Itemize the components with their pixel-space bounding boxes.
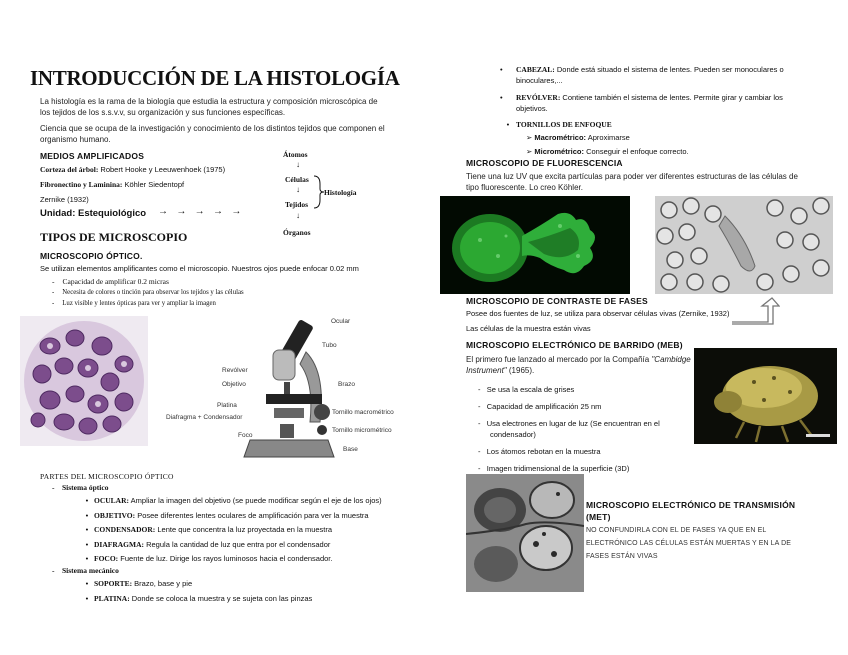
medios-row-2-label: Fibronectino y Laminina: <box>40 180 123 189</box>
optico-bullet: - Necesita de colores o tinción para observar los tejidos y las células <box>52 289 244 296</box>
list-item: • CONDENSADOR: Lente que concentra la luz proyectada en la muestra <box>85 525 333 534</box>
label-diafragma: Diafragma + Condensador <box>166 414 243 421</box>
phase-contrast-image <box>655 196 833 294</box>
right-top-list <box>500 64 808 157</box>
label-tornillo-macro: Tornillo macrométrico <box>332 409 394 416</box>
fluorescence-image <box>440 196 630 294</box>
list-item: • REVÓLVER: Contiene también el sistema de lentes. Permite girar y cambiar los objetivos. <box>500 93 783 113</box>
list-item: - Los átomos rebotan en la muestra <box>478 447 601 456</box>
blood-smear-image <box>20 316 148 446</box>
tem-image <box>466 474 584 592</box>
partes-heading: PARTES DEL MICROSCOPIO ÓPTICO <box>40 472 174 481</box>
optico-heading: MICROSCOPIO ÓPTICO. <box>40 251 143 261</box>
label-foco: Foco <box>238 432 253 439</box>
hierarchy-arrow-1: ↓ <box>296 160 300 169</box>
hierarchy-arrow-2: ↓ <box>296 185 300 194</box>
contraste-heading: MICROSCOPIO DE CONTRASTE DE FASES <box>466 296 648 306</box>
hierarchy-bracket-label: Histología <box>324 188 357 197</box>
list-item: • DIAFRAGMA: Regula la cantidad de luz que entra por el condensador <box>85 539 331 549</box>
tornillo-macro-item: ➢ Macrométrico: Aproximarse <box>526 133 630 142</box>
medios-row-1-value: Robert Hooke y Leeuwenhoek (1975) <box>100 165 226 174</box>
label-platina: Platina <box>217 402 237 409</box>
list-item: - Imagen tridimensional de la superficie (3D) <box>478 464 630 473</box>
label-tornillo-micro: Tornillo micrométrico <box>332 427 392 434</box>
tipos-heading: TIPOS DE MICROSCOPIO <box>40 230 188 244</box>
tornillo-micro-item: ➢ Micrométrico: Conseguir el enfoque correcto. <box>526 147 689 156</box>
contraste-text-1: Posee dos fuentes de luz, se utiliza para observar células vivas (Zernike, 1932) <box>466 309 730 318</box>
page-title: INTRODUCCIÓN DE LA HISTOLOGÍA <box>30 66 400 90</box>
sistema-optico-label: - Sistema óptico <box>52 483 109 492</box>
list-item: • CABEZAL: Donde está situado el sistema de lentes. Pueden ser monoculares o binoculares,... <box>500 65 784 85</box>
optico-text: Se utilizan elementos amplificantes como el microscopio. Nuestros ojos puede enfocar 0.02 mm <box>40 264 359 273</box>
barrido-text: El primero fue lanzado al mercado por la Compañía "Cambidge Instrument" (1965). <box>466 355 691 375</box>
medios-row-1-label: Corteza del árbol: <box>40 165 99 174</box>
barrido-heading: MICROSCOPIO ELECTRÓNICO DE BARRIDO (MEB) <box>466 340 683 350</box>
barrido-list <box>478 384 692 474</box>
list-item: - Capacidad de amplificación 25 nm <box>478 402 602 411</box>
list-item: • FOCO: Fuente de luz. Dirige los rayos luminosos hacia el condensador. <box>85 554 333 563</box>
medios-row-2 <box>40 180 184 190</box>
label-objetivo: Objetivo <box>222 381 246 388</box>
sistema-mecanico-list <box>80 577 312 606</box>
optico-bullets <box>52 276 244 309</box>
intro-paragraph-2: Ciencia que se ocupa de la investigación y conocimiento de los distintos tejidos que componen el organismo humano. <box>40 124 385 144</box>
label-base: Base <box>343 446 358 453</box>
sistema-optico-list <box>80 494 382 567</box>
medios-heading: MEDIOS AMPLIFICADOS <box>40 151 145 161</box>
tornillos-heading: • TORNILLOS DE ENFOQUE <box>506 120 612 129</box>
label-tubo: Tubo <box>322 342 337 349</box>
hierarchy-item-tejidos: Tejidos <box>285 200 309 209</box>
fluo-heading: MICROSCOPIO DE FLUORESCENCIA <box>466 158 623 168</box>
optico-bullet: - Luz visible y lentes ópticas para ver y ampliar la imagen <box>52 300 216 307</box>
intro-paragraph-1: La histología es la rama de la biología que estudia la estructura y composición microscópica de los tejidos de los s.s.v.v, su organización y sus funciones específicas. <box>40 97 378 117</box>
hierarchy-item-atomos: Átomos <box>283 150 308 159</box>
sistema-mecanico-label: - Sistema mecánico <box>52 566 119 575</box>
optico-bullet: - Capacidad de amplificar 0.2 micras <box>52 277 169 286</box>
list-item: - Usa electrones en lugar de luz (Se encuentran en el condensador) <box>478 419 660 439</box>
medios-row-2-value: Köhler Siedentopf <box>124 180 185 189</box>
list-item: - Se usa la escala de grises <box>478 385 575 394</box>
connector-arrow <box>730 296 780 326</box>
list-item: • SOPORTE: Brazo, base y pie <box>85 579 193 588</box>
sem-mite-image <box>694 348 837 444</box>
list-item: • PLATINA: Donde se coloca la muestra y se sujeta con las pinzas <box>85 593 313 603</box>
list-item: • OCULAR: Ampliar la imagen del objetivo (se puede modificar según el eje de los ojos) <box>85 496 382 505</box>
unidad-label: Unidad: Estequiológico <box>40 208 147 219</box>
hierarchy-arrow-3: ↓ <box>296 211 300 220</box>
medios-row-3: Zernike (1932) <box>40 195 89 204</box>
list-item: • OBJETIVO: Posee diferentes lentes oculares de amplificación para ver la muestra <box>85 510 369 520</box>
hierarchy-item-organos: Órganos <box>283 228 311 237</box>
hierarchy-item-celulas: Células <box>285 175 309 184</box>
medios-row-1 <box>40 165 225 175</box>
fluo-text: Tiene una luz UV que excita partículas para poder ver diferentes estructuras de las células de tipo fluorescente. Lo creo Köhler. <box>466 172 798 192</box>
label-revolver: Revólver <box>222 367 248 374</box>
contraste-text-2: Las células de la muestra están vivas <box>466 324 591 333</box>
label-brazo: Brazo <box>338 381 355 388</box>
transmision-heading: MICROSCOPIO ELECTRÓNICO DE TRANSMISIÓN (MET) <box>586 500 796 522</box>
unidad-arrows: → → → → → <box>158 206 242 217</box>
transmision-note: NO CONFUNDIRLA CON EL DE FASES YA QUE EN EL ELECTRÓNICO LAS CÉLULAS ESTÁN MUERTAS Y EN LA DE FASES ESTÁN VIVAS <box>586 527 792 560</box>
label-ocular: Ocular <box>331 318 351 325</box>
